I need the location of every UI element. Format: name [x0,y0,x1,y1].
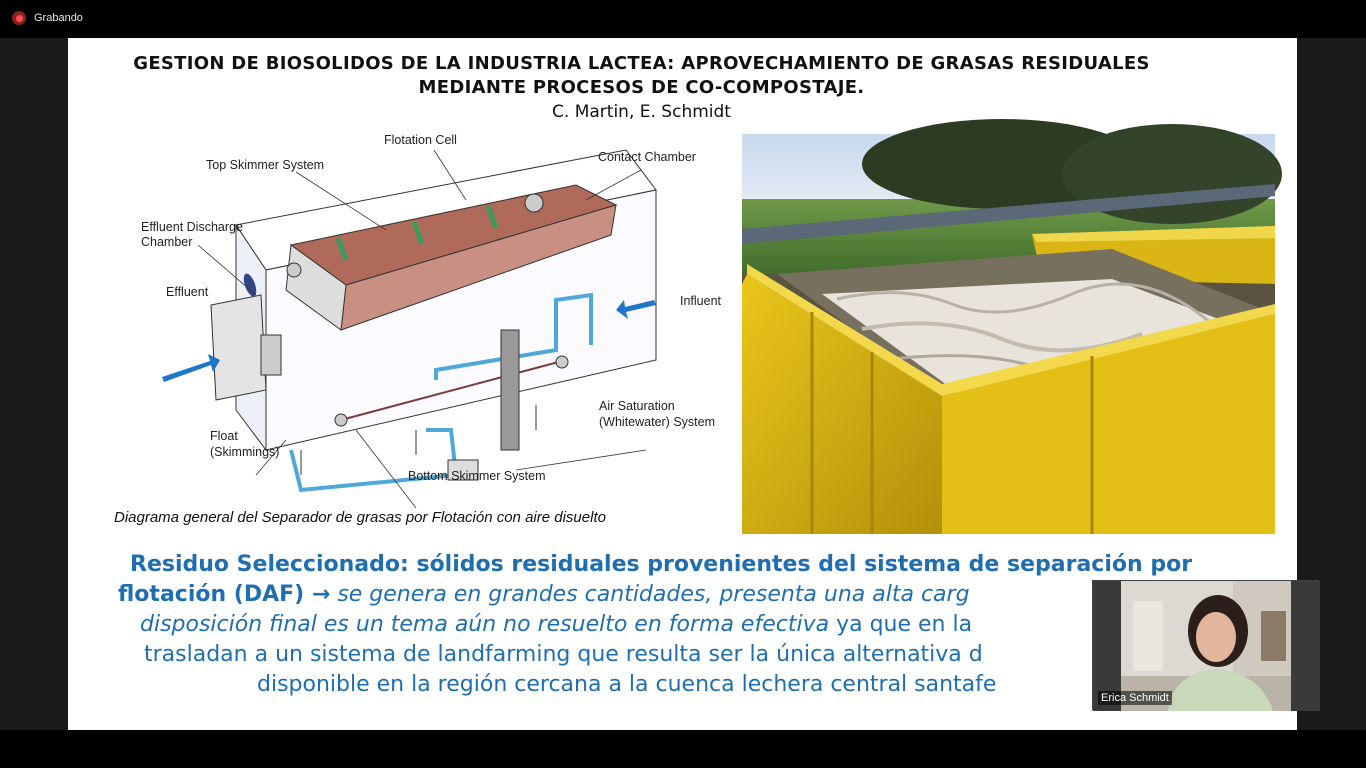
participant-name: Erica Schmidt [1098,691,1172,705]
compost-container-photo [742,134,1275,534]
label-flotation-cell: Flotation Cell [384,133,457,147]
paragraph-line2-italic: se genera en grandes cantidades, presenta una alta carg [330,582,970,607]
paragraph-line5: disponible en la región cercana a la cuenca lechera central santafe [257,672,997,697]
paragraph-line2-bold: flotación (DAF) → [118,582,331,607]
slide-authors: C. Martin, E. Schmidt [552,102,731,122]
paragraph-line3-italic: disposición final es un tema aún no resuelto en forma efectiva [140,612,830,637]
meeting-bottom-bar [0,730,1366,768]
recording-label: Grabando [34,12,83,24]
label-effluent: Effluent [166,285,209,299]
daf-diagram [116,130,722,500]
label-influent: Influent [680,294,722,308]
paragraph-line3-plain: ya que en la [829,612,973,637]
label-contact-chamber: Contact Chamber [598,150,696,164]
meeting-top-bar [0,0,1366,38]
label-top-skimmer: Top Skimmer System [206,158,325,172]
diagram-caption: Diagrama general del Separador de grasas por Flotación con aire disuelto [114,509,606,526]
label-air-saturation-2: (Whitewater) System [599,415,715,429]
participant-video-tile[interactable] [1092,580,1319,710]
label-bottom-skimmer: Bottom Skimmer System [408,469,546,483]
label-effluent-discharge-2: Chamber [141,235,193,249]
slide-title-line1: GESTION DE BIOSOLIDOS DE LA INDUSTRIA LACTEA: APROVECHAMIENTO DE GRASAS RESIDUALES [133,53,1150,74]
label-air-saturation-1: Air Saturation [599,399,675,413]
slide-title [68,52,1215,100]
label-float-2: (Skimmings) [210,445,280,459]
recording-indicator[interactable] [12,11,83,25]
slide-title-line2: MEDIANTE PROCESOS DE CO-COMPOSTAJE. [418,77,865,98]
label-effluent-discharge-1: Effluent Discharge [141,220,243,234]
paragraph-line1: Residuo Seleccionado: sólidos residuales provenientes del sistema de separación por [130,552,1193,577]
label-float-1: Float [210,429,238,443]
share-margin-left [0,38,68,730]
paragraph-line4: trasladan a un sistema de landfarming que resulta ser la única alternativa d [144,642,983,667]
record-icon [12,11,26,25]
